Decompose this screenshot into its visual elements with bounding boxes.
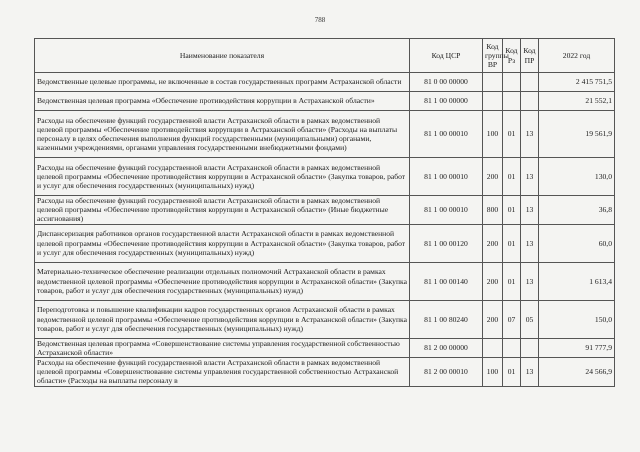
table-body <box>35 73 615 387</box>
header-vr: Код группы ВР <box>483 39 503 73</box>
row-vr: 100 <box>483 111 503 158</box>
row-pr: 05 <box>521 300 539 338</box>
row-pr: 13 <box>521 158 539 196</box>
row-csr: 81 1 00 80240 <box>410 300 483 338</box>
row-rz: 01 <box>503 111 521 158</box>
header-pr: Код ПР <box>521 39 539 73</box>
table-row <box>35 262 615 300</box>
row-amount: 24 566,9 <box>539 358 615 387</box>
row-amount: 2 415 751,5 <box>539 73 615 92</box>
page-number: 788 <box>314 16 326 24</box>
row-name: Расходы на обеспечение функций государственной власти Астраханской области в рамках ведомственной целевой программы «Совершенствование системы управления государственной собственностью Астраханской области» (Расходы на выплаты персоналу в <box>35 358 410 387</box>
row-csr: 81 1 00 00010 <box>410 196 483 225</box>
row-pr: 13 <box>521 262 539 300</box>
row-pr <box>521 92 539 111</box>
row-name: Расходы на обеспечение функций государственной власти Астраханской области в рамках ведомственной целевой программы «Обеспечение противодействия коррупции в Астраханской области» (Иные бюджетные ассигнования) <box>35 196 410 225</box>
row-vr: 200 <box>483 262 503 300</box>
row-amount: 19 561,9 <box>539 111 615 158</box>
header-rz: Код Рз <box>503 39 521 73</box>
row-amount: 60,0 <box>539 224 615 262</box>
table-row <box>35 196 615 225</box>
row-vr <box>483 73 503 92</box>
row-csr: 81 2 00 00010 <box>410 358 483 387</box>
row-csr: 81 1 00 00000 <box>410 92 483 111</box>
row-csr: 81 1 00 00140 <box>410 262 483 300</box>
row-amount: 21 552,1 <box>539 92 615 111</box>
row-rz <box>503 73 521 92</box>
row-amount: 91 777,9 <box>539 338 615 357</box>
table-row <box>35 111 615 158</box>
row-name: Материально-техническое обеспечение реализации отдельных полномочий Астраханской области в рамках ведомственной целевой программы «Обеспечение противодействия коррупции в Астраханской области» (Закупка товаров, работ и услуг для обеспечения государственных (муниципальных) нужд) <box>35 262 410 300</box>
row-pr <box>521 73 539 92</box>
row-amount: 150,0 <box>539 300 615 338</box>
table-row <box>35 158 615 196</box>
row-vr: 100 <box>483 358 503 387</box>
row-amount: 1 613,4 <box>539 262 615 300</box>
table-row <box>35 92 615 111</box>
row-pr: 13 <box>521 111 539 158</box>
row-vr <box>483 338 503 357</box>
row-amount: 130,0 <box>539 158 615 196</box>
row-csr: 81 2 00 00000 <box>410 338 483 357</box>
row-name: Ведомственная целевая программа «Обеспечение противодействия коррупции в Астраханской области» <box>35 92 410 111</box>
row-rz: 01 <box>503 358 521 387</box>
row-pr: 13 <box>521 224 539 262</box>
row-name: Переподготовка и повышение квалификации кадров государственных органов Астраханской области в рамках ведомственной целевой программы «Обеспечение противодействия коррупции в Астраханской области» (Закупка товаров, работ и услуг для обеспечения государственных (муниципальных) нужд) <box>35 300 410 338</box>
table-row <box>35 300 615 338</box>
table-row <box>35 224 615 262</box>
row-rz: 01 <box>503 158 521 196</box>
table-row <box>35 358 615 387</box>
row-rz: 01 <box>503 196 521 225</box>
table-row <box>35 338 615 357</box>
row-name: Расходы на обеспечение функций государственной власти Астраханской области в рамках ведомственной целевой программы «Обеспечение противодействия коррупции в Астраханской области» (Закупка товаров, работ и услуг для обеспечения государственных (муниципальных) нужд) <box>35 158 410 196</box>
row-csr: 81 1 00 00120 <box>410 224 483 262</box>
row-rz: 01 <box>503 224 521 262</box>
row-name: Диспансеризация работников органов государственной власти Астраханской области в рамках ведомственной целевой программы «Обеспечение противодействия коррупции в Астраханской области» (Закупка товаров, работ и услуг для обеспечения государственных (муниципальных) нужд) <box>35 224 410 262</box>
row-rz: 01 <box>503 262 521 300</box>
row-rz: 07 <box>503 300 521 338</box>
row-name: Ведомственная целевая программа «Совершенствование системы управления государственной собственностью Астраханской области» <box>35 338 410 357</box>
table-row <box>35 73 615 92</box>
row-vr: 800 <box>483 196 503 225</box>
row-csr: 81 0 00 00000 <box>410 73 483 92</box>
row-vr: 200 <box>483 300 503 338</box>
table-header-row <box>35 39 615 73</box>
row-vr: 200 <box>483 224 503 262</box>
row-vr: 200 <box>483 158 503 196</box>
row-vr <box>483 92 503 111</box>
budget-table <box>34 38 615 387</box>
row-name: Расходы на обеспечение функций государственной власти Астраханской области в рамках ведомственной целевой программы «Обеспечение противодействия коррупции в Астраханской области» (Расходы на выплаты персоналу в целях обеспечения выполнения функций государственными (муниципальными) органами, казенными учреждениями, органами управления государственными внебюджетными фондами) <box>35 111 410 158</box>
row-pr: 13 <box>521 196 539 225</box>
row-pr: 13 <box>521 358 539 387</box>
row-pr <box>521 338 539 357</box>
row-csr: 81 1 00 00010 <box>410 158 483 196</box>
row-csr: 81 1 00 00010 <box>410 111 483 158</box>
row-rz <box>503 338 521 357</box>
header-name: Наименование показателя <box>35 39 410 73</box>
row-name: Ведомственные целевые программы, не включенные в состав государственных программ Астраханской области <box>35 73 410 92</box>
row-amount: 36,8 <box>539 196 615 225</box>
header-year: 2022 год <box>539 39 615 73</box>
row-rz <box>503 92 521 111</box>
header-csr: Код ЦСР <box>410 39 483 73</box>
